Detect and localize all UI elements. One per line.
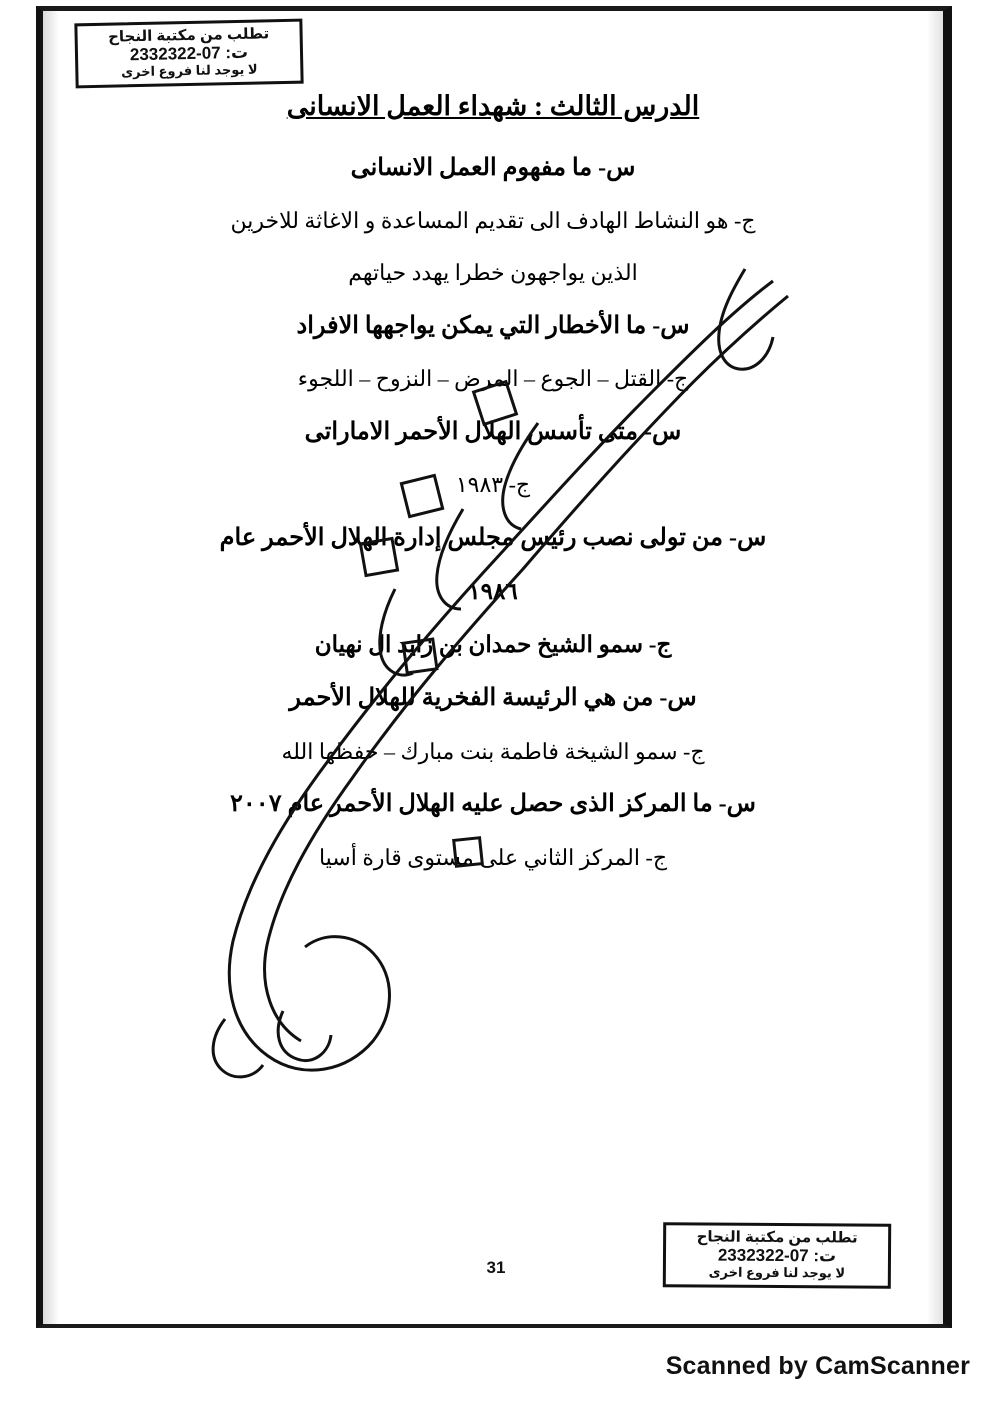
answer-line: ج- هو النشاط الهادف الى تقديم المساعدة و الاغاثة للاخرين [230,208,756,234]
scan-inner [43,11,943,1324]
page-title: الدرس الثالث : شهداء العمل الانسانى [286,91,700,121]
document-body [63,77,923,895]
scan-sheet [36,6,952,1328]
scan-edge-shadow-left [43,11,59,1324]
camscanner-watermark: Scanned by CamScanner [665,1352,970,1380]
answer-continuation: الذين يواجهون خطرا يهدد حياتهم [348,260,638,286]
stamp-line-1: تطلب من مكتبة النجاح [696,1228,858,1247]
answer-line: ج- ١٩٨٣ [455,472,531,498]
question-line: س- من تولى نصب رئيس مجلس إدارة الهلال الأحمر عام [219,524,767,551]
answer-line: ج- سمو الشيخة فاطمة بنت مبارك – حفظها الله [281,738,705,764]
stamp-line-2: ت: 07-2332322 [129,43,249,65]
stamp-line-3: لا يوجد لنا فروع اخرى [708,1264,846,1281]
answer-line: ج- سمو الشيخ حمدان بن زايد ال نهيان [314,632,672,658]
stamp-line-1: تطلب من مكتبة النجاح [107,25,270,46]
scan-edge-shadow-right [927,11,943,1324]
question-line: س- متى تأسس الهلال الأحمر الاماراتى [304,418,682,445]
stamp-line-3: لا يوجد لنا فروع اخرى [120,61,258,80]
question-line: س- ما مفهوم العمل الانسانى [350,155,636,181]
answer-line: ج- المركز الثاني على مستوى قارة أسيا [318,844,668,870]
question-line: س- من هي الرئيسة الفخرية للهلال الأحمر [289,685,697,712]
answer-line: ج- القتل – الجوع – المرض – النزوح – اللجوء [297,366,689,392]
question-line: س- ما الأخطار التي يمكن يواجهها الافراد [296,312,690,339]
page-number: 31 [486,1258,506,1277]
bookshop-stamp-top [74,19,303,88]
question-line: س- ما المركز الذى حصل عليه الهلال الأحمر عام ٢٠٠٧ [230,791,756,818]
year-value: ١٩٨٦ [468,579,518,605]
bookshop-stamp-bottom [663,1222,891,1288]
stamp-line-2: ت: 07-2332322 [717,1245,837,1266]
